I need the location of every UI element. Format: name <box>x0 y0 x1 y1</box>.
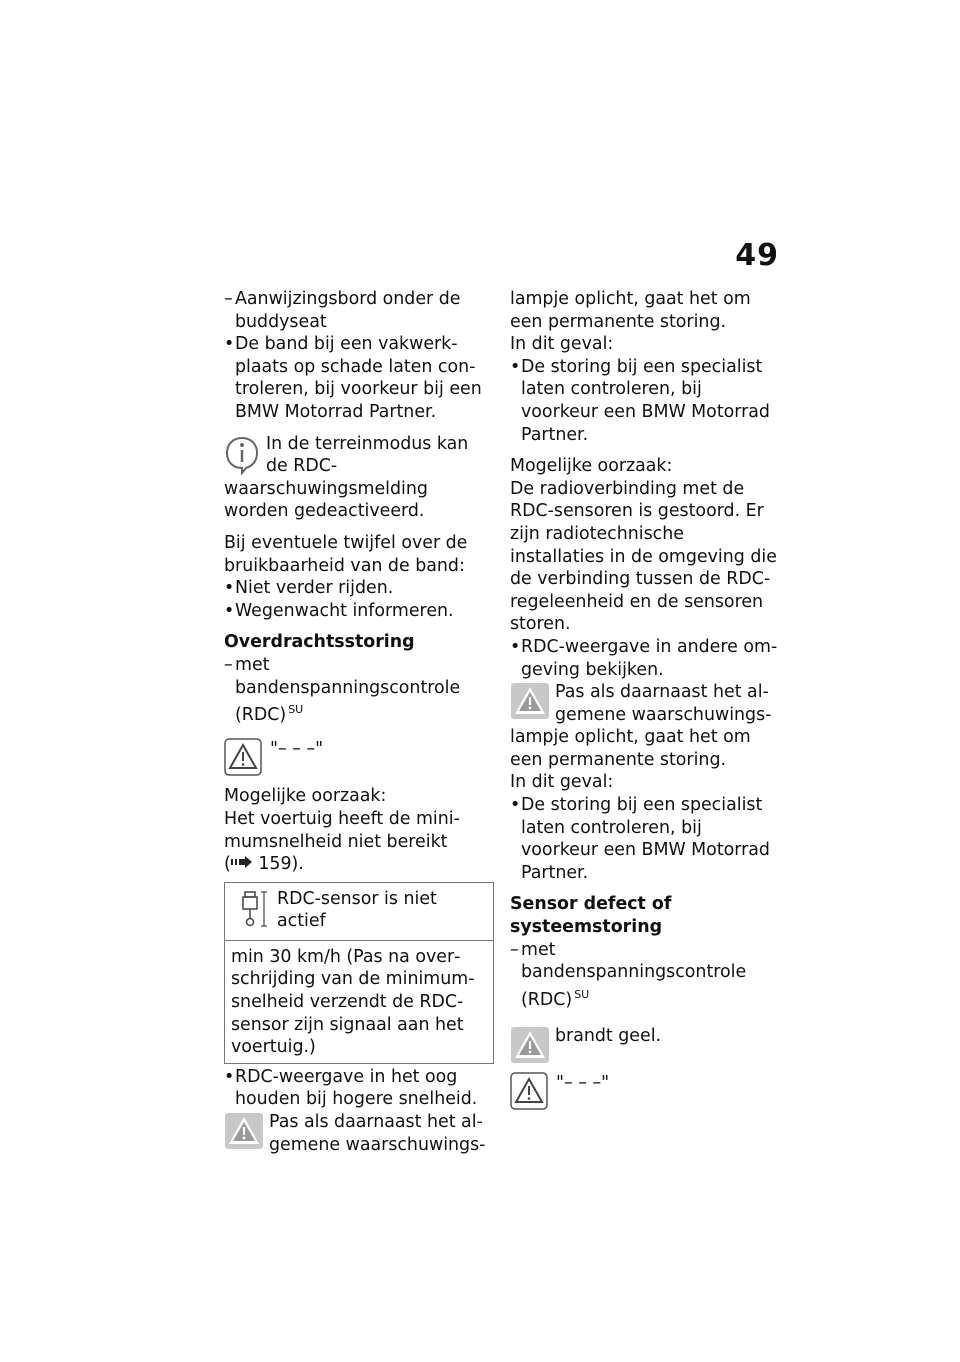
rdc-table <box>224 882 494 1064</box>
dash-item <box>224 654 494 727</box>
warning-triangle-icon <box>224 738 262 776</box>
tire-sensor-icon <box>239 888 269 928</box>
cause-label: Mogelijke oorzaak: <box>224 786 387 807</box>
paragraph: In dit geval: <box>510 334 614 355</box>
superscript: SU <box>288 703 304 717</box>
table-cell: min 30 km/h (Pas na overschrijding van de minimumsnelheid verzendt de RDC-sensor zijn signaal aan het voertuig.) <box>231 946 475 1058</box>
info-note <box>224 433 494 523</box>
warning-note-text: Pas als daarnaast het algemene waarschuwingslampje oplicht, gaat het om een permanente storing. <box>510 682 772 770</box>
page-reference-number: 159). <box>258 854 304 875</box>
dash-item <box>510 939 780 1012</box>
bullet-item: • RDC-weergave in het oog houden bij hogere snelheid. <box>224 1066 494 1111</box>
section-heading: Sensor defect of systeemstoring <box>510 894 672 938</box>
paragraph: lampje oplicht, gaat het om een permanente storing. <box>510 289 751 332</box>
warning-triangle-icon <box>510 1026 550 1064</box>
cause-text: De radioverbinding met de RDC-sensoren is gestoord. Er zijn radiotechnische installaties in de omgeving die de verbinding tussen de RDC-regeleenheid en de sensoren storen. <box>510 478 777 635</box>
cause-text: Het voertuig heeft de minimumsnelheid niet bereikt <box>224 809 460 852</box>
warning-indicator <box>510 1025 780 1064</box>
bullet-item: • De storing bij een specialist laten controleren, bij voorkeur een BMW Motorrad Partner. <box>510 356 780 446</box>
warning-note <box>510 681 780 771</box>
display-text: "– – –" <box>556 1073 610 1094</box>
page-reference: ( 159). <box>224 854 304 875</box>
arrow-right-icon <box>231 855 253 869</box>
dash-text: met bandenspanningscontrole (RDC) <box>235 654 461 725</box>
bullet-item: • De storing bij een specialist laten controleren, bij voorkeur een BMW Motorrad Partner. <box>510 794 780 884</box>
table-row <box>225 883 493 941</box>
info-icon <box>224 435 260 475</box>
cause-label: Mogelijke oorzaak: <box>510 456 673 477</box>
warning-triangle-icon <box>510 682 550 720</box>
superscript: SU <box>574 987 590 1001</box>
warning-note <box>224 1111 494 1156</box>
warning-note-text: Pas als daarnaast het algemene waarschuwings- <box>269 1112 486 1155</box>
dash-item: – Aanwijzingsbord onder de buddyseat <box>224 288 494 333</box>
page-number: 49 <box>735 238 779 273</box>
table-row <box>225 941 493 1063</box>
right-column <box>510 288 780 1110</box>
left-column <box>224 288 494 1156</box>
warning-triangle-icon <box>510 1072 548 1110</box>
warning-triangle-icon <box>224 1112 264 1150</box>
bullet-item: • Niet verder rijden. <box>224 577 494 600</box>
info-note-text: In de terreinmodus kan de RDC-waarschuwingsmelding worden gedeactiveerd. <box>224 433 469 522</box>
display-indicator <box>510 1072 780 1110</box>
display-indicator <box>224 738 494 776</box>
display-text: "– – –" <box>270 739 324 760</box>
bullet-item: • RDC-weergave in andere omgeving bekijken. <box>510 636 780 681</box>
warning-indicator-text: brandt geel. <box>555 1026 662 1047</box>
paragraph: In dit geval: <box>510 772 614 793</box>
bullet-item: • Wegenwacht informeren. <box>224 600 494 623</box>
table-cell: RDC-sensor is niet actief <box>277 888 437 932</box>
section-heading: Overdrachtsstoring <box>224 632 415 653</box>
dash-text: met bandenspanningscontrole (RDC) <box>521 939 747 1010</box>
bullet-item: • De band bij een vakwerkplaats op schade laten controleren, bij voorkeur bij een BMW Motorrad Partner. <box>224 333 494 423</box>
paragraph: Bij eventuele twijfel over de bruikbaarheid van de band: <box>224 532 468 576</box>
